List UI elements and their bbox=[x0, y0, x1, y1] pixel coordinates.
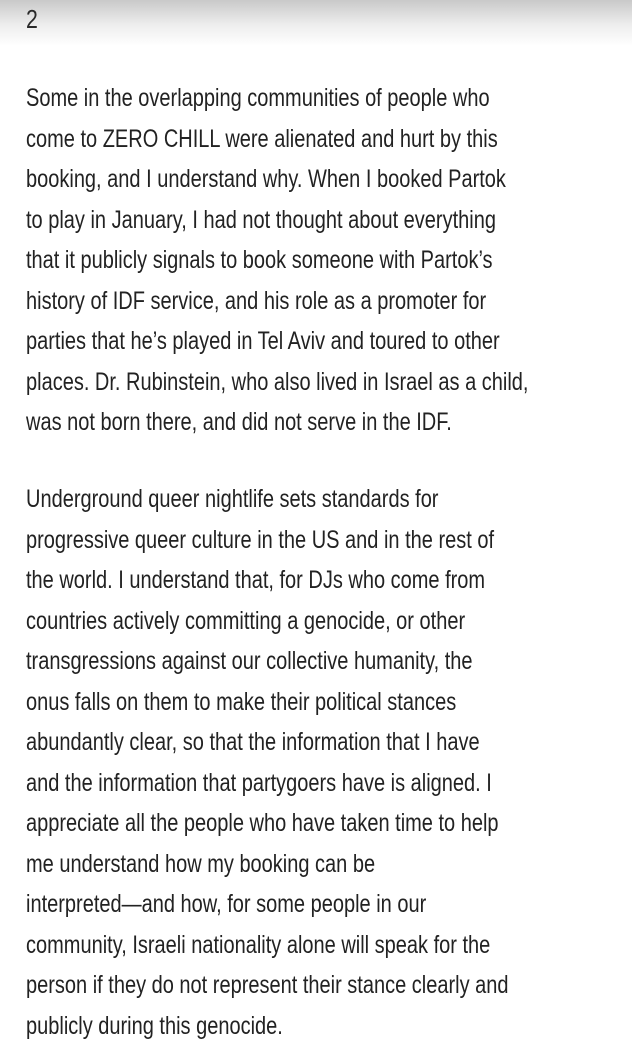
text-line: history of IDF service, and his role as a promoter for bbox=[26, 286, 487, 315]
paragraph-1 bbox=[26, 78, 632, 443]
text-line: parties that he’s played in Tel Aviv and toured to other bbox=[26, 327, 500, 355]
text-line: countries actively committing a genocide, or other bbox=[26, 606, 466, 635]
top-shadow bbox=[0, 0, 632, 46]
text-line: publicly during this genocide. bbox=[26, 1011, 283, 1040]
text-line: come to ZERO CHILL were alienated and hurt by this bbox=[26, 124, 498, 153]
text-line: the world. I understand that, for DJs who come from bbox=[26, 566, 486, 594]
text-line: was not born there, and did not serve in the IDF. bbox=[26, 408, 452, 436]
text-line: that it publicly signals to book someone with Partok’s bbox=[26, 246, 493, 274]
text-line: interpreted—and how, for some people in our bbox=[26, 890, 427, 918]
text-line: booking, and I understand why. When I booked Partok bbox=[26, 165, 506, 193]
text-line: abundantly clear, so that the information that I have bbox=[26, 728, 480, 756]
page-number: 2 bbox=[26, 4, 38, 34]
text-line: appreciate all the people who have taken time to help bbox=[26, 809, 499, 837]
text-line: onus falls on them to make their political stances bbox=[26, 687, 457, 716]
text-line: progressive queer culture in the US and in the rest of bbox=[26, 525, 495, 554]
text-line: person if they do not represent their stance clearly and bbox=[26, 971, 509, 999]
text-line: community, Israeli nationality alone will speak for the bbox=[26, 930, 491, 959]
text-line: Underground queer nightlife sets standards for bbox=[26, 485, 439, 513]
text-line: and the information that partygoers have is aligned. I bbox=[26, 768, 492, 797]
paragraph-2 bbox=[26, 479, 629, 1046]
text-line: transgressions against our collective humanity, the bbox=[26, 647, 473, 675]
text-line: places. Dr. Rubinstein, who also lived in Israel as a child, bbox=[26, 367, 529, 396]
text-line: me understand how my booking can be bbox=[26, 849, 376, 878]
text-line: to play in January, I had not thought about everything bbox=[26, 205, 496, 234]
text-line: Some in the overlapping communities of people who bbox=[26, 84, 490, 112]
